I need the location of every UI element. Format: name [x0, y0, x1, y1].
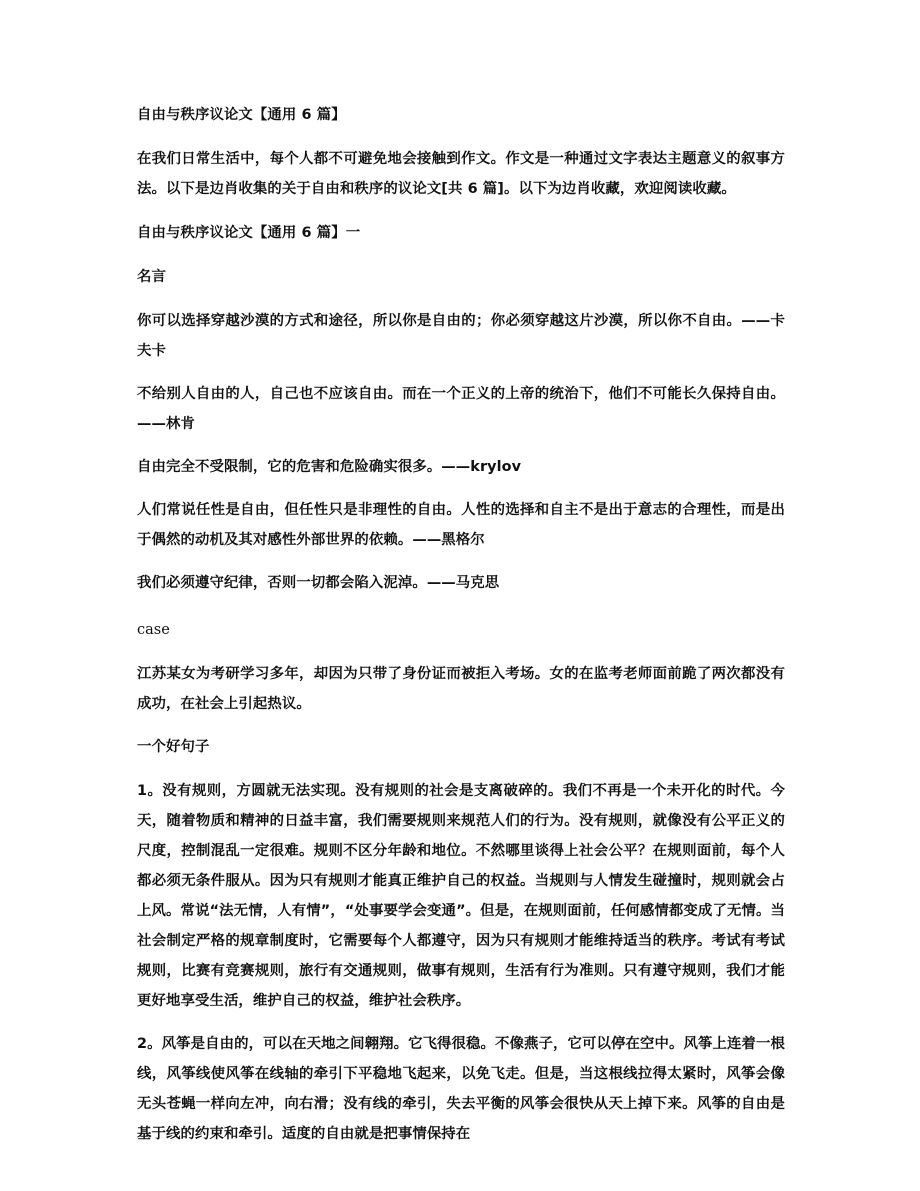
page-title: 自由与秩序议论文【通用 6 篇】	[137, 107, 346, 123]
quote-item: 我们必须遵守纪律，否则一切都会陷入泥淖。——马克思	[137, 575, 500, 591]
quote-item: 你可以选择穿越沙漠的方式和途径，所以你是自由的；你必须穿越这片沙漠，所以你不自由。——卡夫卡	[137, 313, 785, 359]
section-heading-main: 自由与秩序议论文【通用 6 篇】一	[137, 225, 361, 241]
section-heading-quotes: 名言	[137, 269, 166, 285]
quote-item: 人们常说任性是自由，但任性只是非理性的自由。人性的选择和自主不是出于意志的合理性，而是出于偶然的动机及其对感性外部世界的依赖。——黑格尔	[137, 502, 785, 548]
section-heading-good-sentences: 一个好句子	[137, 739, 210, 755]
body-paragraph: 1。没有规则，方圆就无法实现。没有规则的社会是支离破碎的。我们不再是一个未开化的时代。今天，随着物质和精神的日益丰富，我们需要规则来规范人们的行为。没有规则，就像没有公平正义的尺度，控制混乱一定很难。规则不区分年龄和地位。不然哪里谈得上社会公平？在规则面前，每个人都必须无条件服从。因为只有规则才能真正维护自己的权益。当规则与人情发生碰撞时，规则就会占上风。常说“法无情，人有情”，“处事要学会变通”。但是，在规则面前，任何感情都变成了无情。当社会制定严格的规章制度时，它需要每个人都遵守，因为只有规则才能维持适当的秩序。考试有考试规则，比赛有竞赛规则，旅行有交通规则，做事有规则，生活有行为准则。只有遵守规则，我们才能更好地享受生活，维护自己的权益，维护社会秩序。	[137, 783, 785, 1009]
body-paragraph: 2。风筝是自由的，可以在天地之间翱翔。它飞得很稳。不像燕子，它可以停在空中。风筝上连着一根线，风筝线使风筝在线轴的牵引下平稳地飞起来，以免飞走。但是，当这根线拉得太紧时，风筝会像无头苍蝇一样向左冲，向右滑；没有线的牵引，失去平衡的风筝会很快从天上掉下来。风筝的自由是基于线的约束和牵引。适度的自由就是把事情保持在	[137, 1036, 785, 1142]
document-body	[137, 100, 785, 1162]
case-paragraph: 江苏某女为考研学习多年，却因为只带了身份证而被拒入考场。女的在监考老师面前跪了两次都没有成功，在社会上引起热议。	[137, 666, 785, 712]
quote-item: 自由完全不受限制，它的危害和危险确实很多。——krylov	[137, 459, 522, 475]
intro-paragraph: 在我们日常生活中，每个人都不可避免地会接触到作文。作文是一种通过文字表达主题意义的叙事方法。以下是边肖收集的关于自由和秩序的议论文[共 6 篇]。以下为边肖收藏，欢迎阅读收藏。	[137, 151, 785, 197]
quote-item: 不给别人自由的人，自己也不应该自由。而在一个正义的上帝的统治下，他们不可能长久保持自由。——林肯	[137, 386, 785, 432]
section-heading-case: case	[137, 622, 170, 638]
